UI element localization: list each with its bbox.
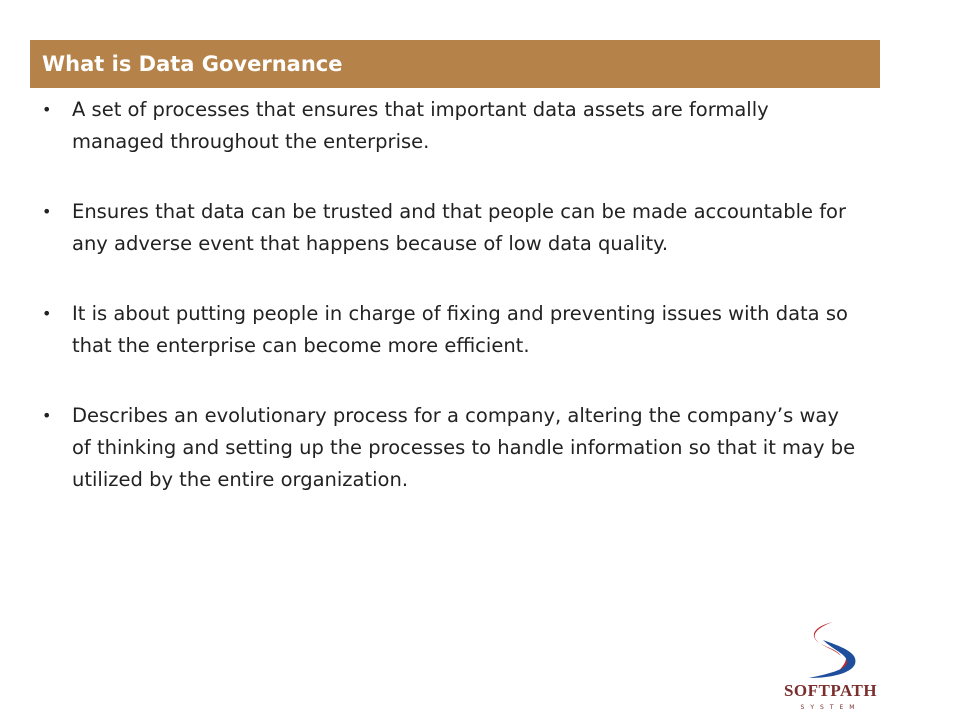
bullet-item <box>42 400 862 496</box>
bullet-icon: • <box>42 304 52 323</box>
bullet-list <box>42 94 862 534</box>
bullet-text: Describes an evolutionary process for a company, altering the company’s way of thinking and setting up the processes to handle information so that it may be utilized by the entire organization. <box>72 404 856 491</box>
bullet-text: A set of processes that ensures that important data assets are formally managed throughout the enterprise. <box>72 98 769 153</box>
bullet-icon: • <box>42 202 52 221</box>
slide-title-bar <box>30 40 880 88</box>
bullet-item <box>42 196 862 260</box>
bullet-icon: • <box>42 100 52 119</box>
logo-wordmark: SOFTPATH <box>783 681 878 700</box>
softpath-swoosh-icon <box>763 618 898 680</box>
logo-tagline: SYSTEM <box>800 704 861 711</box>
softpath-logo <box>763 618 898 718</box>
bullet-text: It is about putting people in charge of fixing and preventing issues with data so that the enterprise can become more efficient. <box>72 302 848 357</box>
slide-title: What is Data Governance <box>42 52 343 76</box>
bullet-item <box>42 298 862 362</box>
bullet-text: Ensures that data can be trusted and that people can be made accountable for any adverse event that happens because of low data quality. <box>72 200 847 255</box>
bullet-item <box>42 94 862 158</box>
bullet-icon: • <box>42 406 52 425</box>
